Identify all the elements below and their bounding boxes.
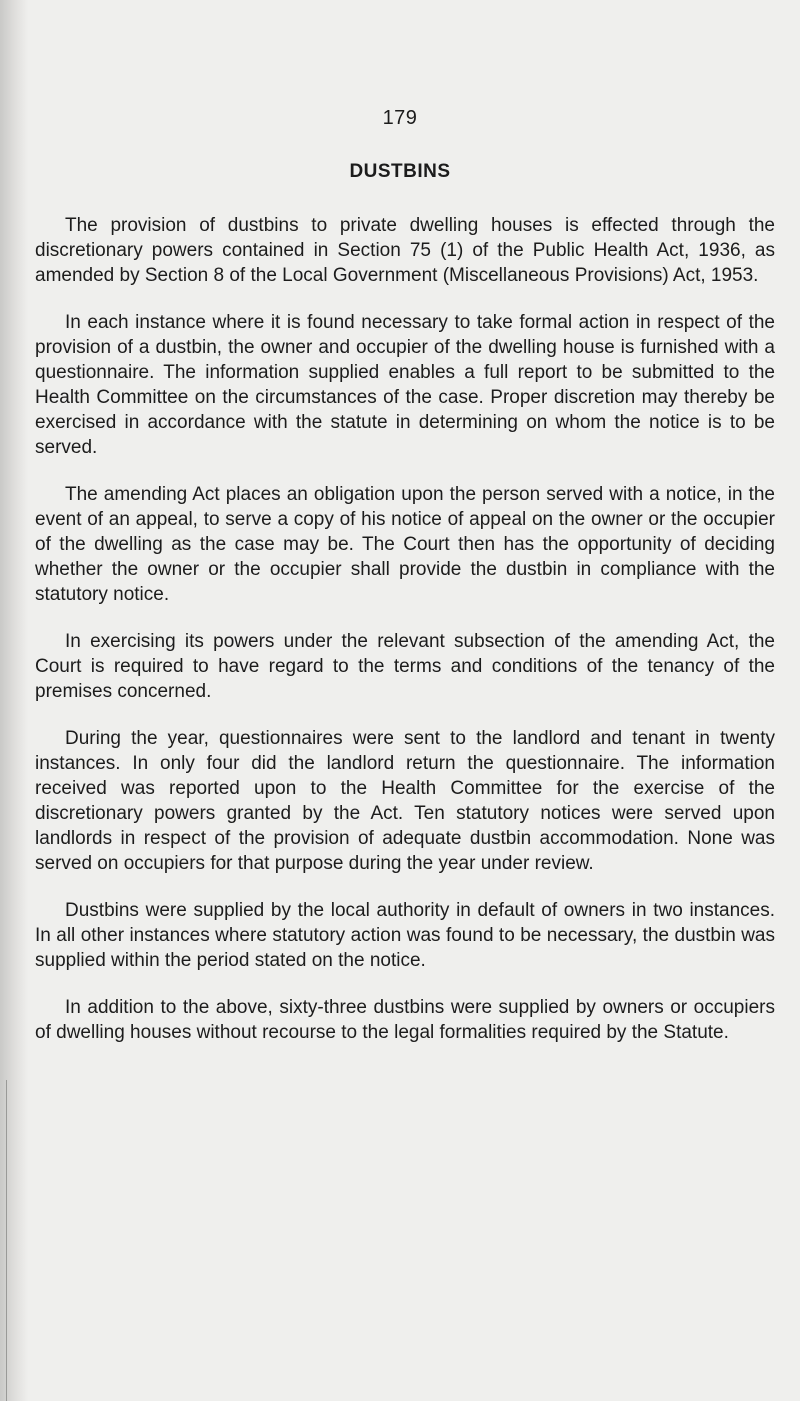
binding-line [6, 1080, 7, 1401]
paragraph-default-supply: Dustbins were supplied by the local authority in default of owners in two instances. In all other instances where statutory action was found to be necessary, the dustbin was supplied within the period stated on the notice. [35, 900, 775, 971]
body-text [35, 213, 775, 1067]
paragraph-addition: In addition to the above, sixty-three dustbins were supplied by owners or occupiers of dwelling houses without recourse to the legal formalities required by the Statute. [35, 997, 775, 1043]
paragraph-formal-action: In each instance where it is found necessary to take formal action in respect of the provision of a dustbin, the owner and occupier of the dwelling house is furnished with a questionnaire. The information supplied enables a full report to be submitted to the Health Committee on the circumstances of the case. Proper discretion may thereby be exercised in accordance with the statute in determining on whom the notice is to be served. [35, 312, 775, 458]
paragraph-provision: The provision of dustbins to private dwelling houses is effected through the discretionary powers contained in Section 75 (1) of the Public Health Act, 1936, as amended by Section 8 of the Local Government (Miscellaneous Provisions) Act, 1953. [35, 215, 775, 286]
page-title: DUSTBINS [349, 161, 451, 182]
paragraph-during-year: During the year, questionnaires were sent to the landlord and tenant in twenty instances. In only four did the landlord return the questionnaire. The information received was reported upon to the Health Committee for the exercise of the discretionary powers granted by the Act. Ten statutory notices were served upon landlords in respect of the provision of adequate dustbin accommodation. None was served on occupiers for that purpose during the year under review. [35, 728, 775, 874]
paragraph-court-powers: In exercising its powers under the relevant subsection of the amending Act, the Court is required to have regard to the terms and conditions of the tenancy of the premises concerned. [35, 631, 775, 702]
page-number: 179 [382, 107, 418, 129]
paragraph-amending-act: The amending Act places an obligation upon the person served with a notice, in the event of an appeal, to serve a copy of his notice of appeal on the owner or the occupier of the dwelling as the case may be. The Court then has the opportunity of deciding whether the owner or the occupier shall provide the dustbin in compliance with the statutory notice. [35, 484, 775, 605]
page-edge-shadow [0, 0, 28, 1401]
